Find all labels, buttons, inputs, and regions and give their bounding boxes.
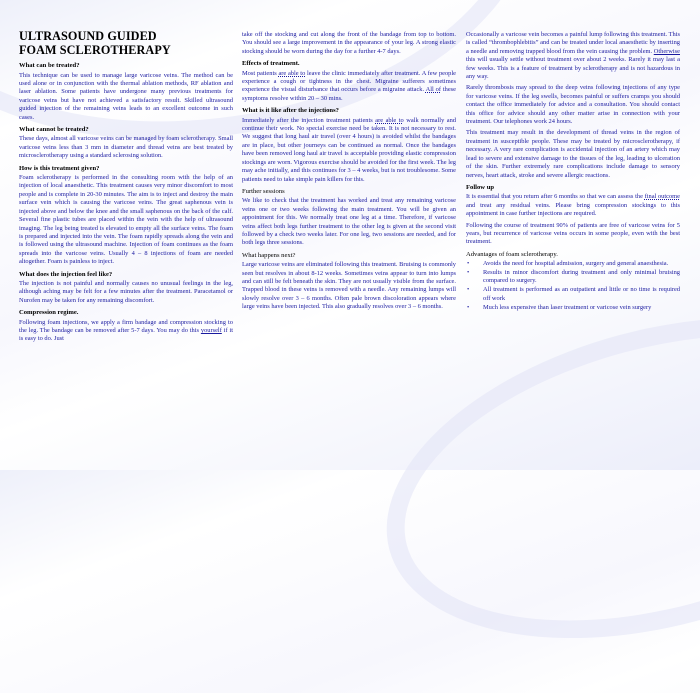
effects-text: these symptoms resolve within 20 – 30 mins. (242, 86, 456, 102)
section-body-compression-continued: take off the stocking and cut along the front of the bandage from top to bottom. You should see a large improvement in the appearance of your leg. A strong elastic stocking should be worn during the day for a further 4-7 days. (242, 31, 456, 55)
section-body-compression-part1 (19, 319, 233, 344)
section-heading-after-injections: What is it like after the injections? (242, 107, 339, 115)
section-body-what-next: Large varicose veins are eliminated following this treatment. Bruising is commonly seen but resolves in about 8-12 weeks. Sometimes veins appear to turn into lumps and can still be felt beneath the skin. They are not usually visible from the surface. Trapped blood in these veins is removed with a needle. Any remaining lumps will slowly resolve over 3 – 6 months. Often pale brown discoloration appears where large veins have been injected. This also gradually resolves over 3 – 6 months. (242, 261, 456, 311)
section-heading-compression: Compression regime. (19, 309, 79, 317)
section-heading-feel-like: What does the injection feel like? (19, 270, 113, 278)
section-body-thrombophlebitis (466, 31, 680, 81)
thrombophlebitis-text: this will usually settle without treatment over about 2 weeks. Rarely it may last a few weeks. This is a feature of treatment by sclerotherapy and is not hazardous in any way. (466, 56, 680, 81)
effects-text: Most patients (242, 69, 279, 77)
column-3 (466, 31, 680, 313)
section-body-further-sessions: We like to check that the treatment has worked and treat any remaining varicose veins one or two weeks following the main treatment. You will be given an appointment for this. We normally treat one leg at a time. Therefore, if varicose veins affect both legs further treatment to the other leg is given at the second visit followed by a check two weeks later. For one leg, two sessions are needed, and for both legs three sessions. (242, 197, 456, 247)
yourself-link[interactable]: yourself (200, 326, 222, 334)
effects-underlined-text: All of (425, 86, 441, 94)
follow-up-text: and treat any residual veins. Please bring compression stockings to this appointment in case further injections are required. (466, 201, 680, 218)
section-body-feel-like: The injection is not painful and normally causes no unusual feelings in the leg, although aching may be felt for a few minutes after the treatment. Paracetamol or Nurofen may be taken for any remaining discomfort. (19, 279, 233, 304)
list-item: • All treatment is performed as an outpatient and little or no time is required off work (466, 286, 680, 303)
section-body-after-injections (242, 117, 456, 184)
compression-text: Following foam injections, we apply a firm bandage and compression stocking to the leg. The bandage can be removed after 5-7 days. You may do this (19, 318, 233, 334)
section-body-outcome: Following the course of treatment 90% of patients are free of varicose veins for 5 years, but recurrence of varicose veins occurs in some people, even with the best treatment. (466, 221, 680, 246)
section-body-thrombosis: Rarely thrombosis may spread to the deep veins following injections of any type for varicose veins. If the leg swells, becomes painful or suffers cramps you should contact the office immediately for advice and a consultation. You should contact this office for advice should any other matter arise in connection with your treatment. Our telephones work 24 hours. (466, 84, 680, 126)
section-heading-how-given: How is this treatment given? (19, 164, 100, 172)
document-title (19, 30, 233, 57)
thrombophlebitis-text: Occasionally a varicose vein becomes a painful lump following this treatment. This is called “thrombophlebitis” and can be treated under local anaesthetic by inserting a needle and removing trapped blood from the vein causing the problem. (466, 31, 680, 55)
column-2 (242, 31, 456, 315)
title-line-1: ULTRASOUND GUIDED (19, 29, 157, 43)
section-body-what-treated: This technique can be used to manage large varicose veins. The method can be used alone or in conjunction with the thermal ablation methods, RF ablation and laser ablation. Some patients have undergone many previous treatments for varicose veins but have not achieved a satisfactory result. Skilled ultrasound guided injection of the remaining veins leads to an excellent outcome in such cases. (19, 71, 233, 121)
after-underlined-text: are able to (375, 116, 404, 124)
section-body-follow-up (466, 193, 680, 218)
section-body-what-cannot: These days, almost all varicose veins can be managed by foam sclerotherapy. Small varicose veins less than 3 mm in diameter and thread veins are best treated by microsclerotherapy using a standard sclerosing solution. (19, 135, 233, 160)
section-body-complications: This treatment may result in the development of thread veins in the region of treatment in susceptible people. These may be treated by microsclerotherapy, if necessary. A very rare complication is accidental injection of an artery which may lead to severe and extensive damage to the tissues of the leg, leading to ulceration of the skin. Further extremely rare complications include damage to sensory nerves, heart attack, stroke and severe allergic reactions. (466, 129, 680, 179)
follow-up-text: It is essential that you return after 6 months so that we can assess the (466, 193, 645, 201)
section-heading-what-treated: What can be treated? (19, 62, 80, 70)
section-heading-follow-up: Follow up (466, 183, 495, 191)
list-item: • Results in minor discomfort during treatment and only minimal bruising compared to surgery. (466, 269, 680, 286)
list-item: • Much less expensive than laser treatment or varicose vein surgery (466, 304, 680, 312)
advantages-list (466, 260, 680, 312)
section-body-effects (242, 70, 456, 104)
compression-text-cont: if it is easy to do. Just (19, 326, 233, 343)
section-body-how-given: Foam sclerotherapy is performed in the consulting room with the help of an injection of local anaesthetic. This treatment causes very minor discomfort to most people and is complete in 20-30 minutes. The aim is to inject and destroy the main surface vein which is causing the varicose veins. The great saphenous vein is injected above and below the knee and the small saphenous on the back of the calf. Several fine plastic tubes are placed within the vein with the help of ultrasound imaging. The leg being treated is elevated to empty all the surface veins. The foam is prepared and injected into the vein. The foam rapidly spreads along the vein and is followed using the ultrasound machine. Injection of foam continues as the foam spreads into the varicose veins. Usually 4 – 8 injections of foam are needed altogether. Foam is painless to inject. (19, 174, 233, 266)
follow-up-underlined-text: final outcome (644, 193, 680, 201)
section-heading-effects: Effects of treatment. (242, 60, 300, 68)
column-1 (19, 30, 233, 347)
after-text: Immediately after the injection treatment patients (242, 116, 376, 124)
section-heading-what-next: What happens next? (242, 251, 296, 259)
otherwise-underlined-text: Otherwise (653, 47, 680, 55)
section-heading-further-sessions: Further sessions (242, 187, 285, 195)
after-text: walk normally and continue their work. No special exercise need be taken. It is not necessary to rest. We suggest that long haul air travel (over 4 hours) is avoided whilst the bandages are in place, but other journeys can be continued as normal. Once the bandages have been removed long haul air travel is acceptable providing elastic compression stockings are worn. Vigorous exercise should be avoided for the first week. The leg may ache initially, and this continues for 3 – 4 weeks, but is not troublesome. Some patients need to take simple pain killers for this. (242, 116, 457, 183)
list-item: • Avoids the need for hospital admission, surgery and general anaesthesia. (466, 260, 680, 268)
section-heading-what-cannot: What cannot be treated? (19, 126, 89, 134)
effects-text: leave the clinic immediately after treatment. A few people experience a cough or tightness in the chest. Migraine sufferers sometimes experience the visual disturbance that occurs before a migraine attack. (242, 69, 456, 94)
section-heading-advantages: Advantages of foam sclerotherapy. (466, 250, 558, 258)
title-line-2: FOAM SCLEROTHERAPY (19, 42, 171, 57)
effects-underlined-text: are able to (278, 69, 306, 77)
